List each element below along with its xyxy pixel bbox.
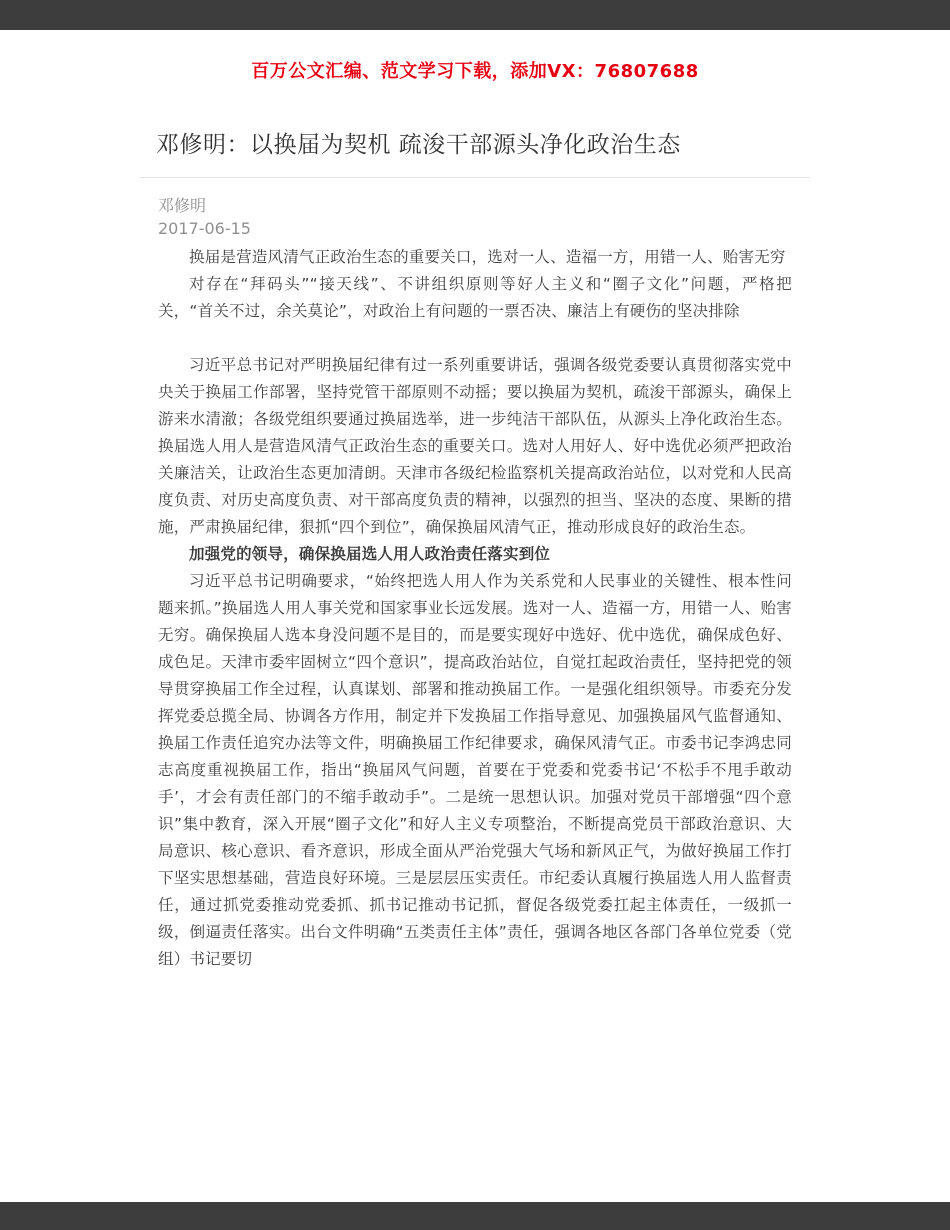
article-container (140, 129, 810, 973)
body-paragraph: 习近平总书记对严明换届纪律有过一系列重要讲话，强调各级党委要认真贯彻落实党中央关于换届工作部署，坚持党管干部原则不动摇；要以换届为契机，疏浚干部源头，确保上游来水清澈；各级党组织要通过换届选举，进一步纯洁干部队伍，从源头上净化政治生态。换届选人用人是营造风清气正政治生态的重要关口。选对人用好人、好中选优必须严把政治关廉洁关，让政治生态更加清朗。天津市各级纪检监察机关提高政治站位，以对党和人民高度负责、对历史高度负责、对干部高度负责的精神，以强烈的担当、坚决的态度、果断的措施，严肃换届纪律，狠抓“四个到位”，确保换届风清气正，推动形成良好的政治生态。 (158, 356, 792, 537)
page-title: 邓修明：以换届为契机 疏浚干部源头净化政治生态 (156, 132, 681, 158)
title-divider (140, 177, 810, 178)
bottom-dark-bar (0, 1202, 950, 1230)
lead-paragraph: 换届是营造风清气正政治生态的重要关口，选对一人、造福一方，用错一人、贻害无穷 (189, 248, 786, 267)
lead-paragraph: 对存在“拜码头”“接天线”、不讲组织原则等好人主义和“圈子文化”问题，严格把关，“首关不过，余关莫论”，对政治上有问题的一票否决、廉洁上有硬伤的坚决排除 (158, 275, 792, 321)
promo-banner: 百万公文汇编、范文学习下载，添加VX：76807688 (251, 61, 699, 82)
article-body (140, 244, 810, 973)
body-paragraph: 习近平总书记明确要求，“始终把选人用人作为关系党和人民事业的关键性、根本性问题来抓。”换届选人用人事关党和国家事业长远发展。选对一人、造福一方，用错一人、贻害无穷。确保换届人选本身没问题不是目的，而是要实现好中选好、优中选优，确保成色好、成色足。天津市委牢固树立“四个意识”，提高政治站位，自觉扛起政治责任，坚持把党的领导贯穿换届工作全过程，认真谋划、部署和推动换届工作。一是强化组织领导。市委充分发挥党委总揽全局、协调各方作用，制定并下发换届工作指导意见、加强换届风气监督通知、换届工作责任追究办法等文件，明确换届工作纪律要求，确保风清气正。市委书记李鸿忠同志高度重视换届工作，指出“换届风气问题，首要在于党委和党委书记‘不松手不甩手敢动手’，才会有责任部门的不缩手敢动手”。二是统一思想认识。加强对党员干部增强“四个意识”集中教育，深入开展“圈子文化”和好人主义专项整治，不断提高党员干部政治意识、大局意识、核心意识、看齐意识，形成全面从严治党强大气场和新风正气，为做好换届工作打下坚实思想基础，营造良好环境。三是层层压实责任。市纪委认真履行换届选人用人监督责任，通过抓党委推动党委抓、抓书记推动书记抓，督促各级党委扛起主体责任，一级抓一级，倒逼责任落实。出台文件明确“五类责任主体”责任，强调各地区各部门各单位党委（党组）书记要切 (158, 572, 792, 969)
article-meta (140, 194, 810, 240)
top-dark-bar (0, 0, 950, 30)
publish-date: 2017-06-15 (158, 219, 251, 239)
section-subheading: 加强党的领导，确保换届选人用人政治责任落实到位 (189, 545, 551, 564)
author-name: 邓修明 (158, 196, 207, 216)
